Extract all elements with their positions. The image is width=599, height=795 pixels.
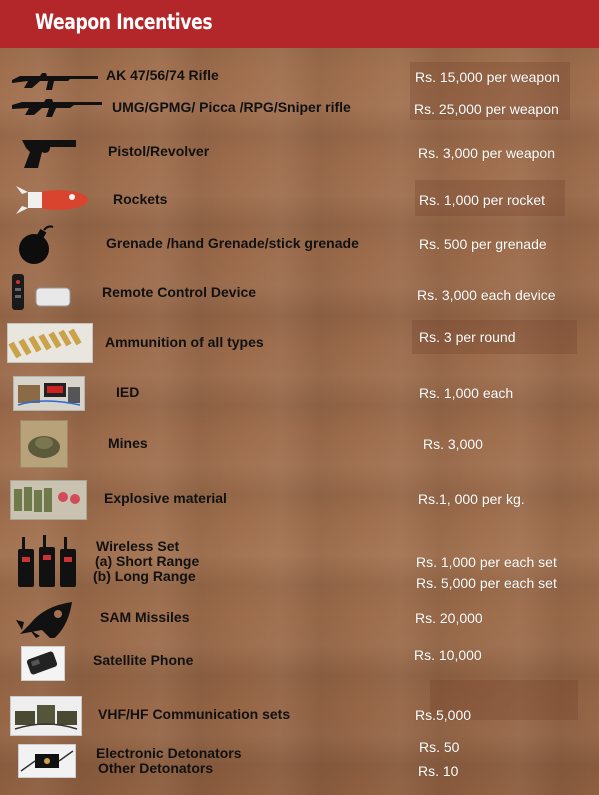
rifle-icon <box>10 66 102 92</box>
page-title: Weapon Incentives <box>35 10 213 34</box>
wireless-short-label: (a) Short Range <box>95 553 200 569</box>
walkie-talkie-icon <box>16 535 78 589</box>
item-label: Ammunition of all types <box>105 334 264 350</box>
communication-set-icon <box>10 696 82 736</box>
item-label: AK 47/56/74 Rifle <box>106 67 219 83</box>
detonator-other-label: Other Detonators <box>98 760 214 776</box>
item-label: SAM Missiles <box>100 609 190 625</box>
bomb-icon <box>16 224 56 266</box>
ammunition-belt-icon <box>7 323 93 363</box>
ied-icon <box>13 376 85 411</box>
item-price: Rs. 3 per round <box>419 329 516 345</box>
item-price: Rs. 3,000 per weapon <box>418 145 555 161</box>
detonator-other-price: Rs. 10 <box>418 763 459 779</box>
item-price: Rs.1, 000 per kg. <box>418 491 525 507</box>
remote-control-icon <box>10 272 74 312</box>
item-price: Rs. 500 per grenade <box>419 236 547 252</box>
revolver-icon <box>18 134 80 170</box>
landmine-icon <box>20 420 68 468</box>
detonator-electronic-label: Electronic Detonators <box>96 745 242 761</box>
item-price: Rs. 1,000 per rocket <box>419 192 546 208</box>
item-label: UMG/GPMG/ Picca /RPG/Sniper rifle <box>112 99 351 115</box>
item-label: Rockets <box>113 191 168 207</box>
item-price: Rs.5,000 <box>415 707 472 723</box>
item-label: Satellite Phone <box>93 652 194 668</box>
item-price: Rs. 3,000 <box>423 436 483 452</box>
missile-icon <box>14 600 78 638</box>
wireless-long-label: (b) Long Range <box>93 568 196 584</box>
item-label: Explosive material <box>104 490 227 506</box>
item-label: Pistol/Revolver <box>108 143 210 159</box>
item-price: Rs. 1,000 each <box>419 385 514 401</box>
item-price: Rs. 15,000 per weapon <box>415 69 560 85</box>
item-label: Mines <box>108 435 148 451</box>
header-bar <box>0 0 599 48</box>
satellite-phone-icon <box>21 646 65 681</box>
item-price: Rs. 25,000 per weapon <box>414 101 559 117</box>
wireless-short-price: Rs. 1,000 per each set <box>416 554 557 570</box>
item-label: IED <box>116 384 140 400</box>
item-price: Rs. 10,000 <box>414 647 482 663</box>
machine-gun-icon <box>10 94 104 120</box>
item-label: VHF/HF Communication sets <box>98 706 291 722</box>
explosives-icon <box>10 480 87 520</box>
item-price: Rs. 3,000 each device <box>417 287 556 303</box>
item-price: Rs. 20,000 <box>415 610 483 626</box>
wireless-label: Wireless Set <box>96 538 180 554</box>
rocket-icon <box>10 186 90 214</box>
item-label: Grenade /hand Grenade/stick grenade <box>106 235 359 251</box>
item-label: Remote Control Device <box>102 284 257 300</box>
detonator-electronic-price: Rs. 50 <box>419 739 460 755</box>
wireless-long-price: Rs. 5,000 per each set <box>416 575 557 591</box>
detonator-icon <box>18 744 76 778</box>
